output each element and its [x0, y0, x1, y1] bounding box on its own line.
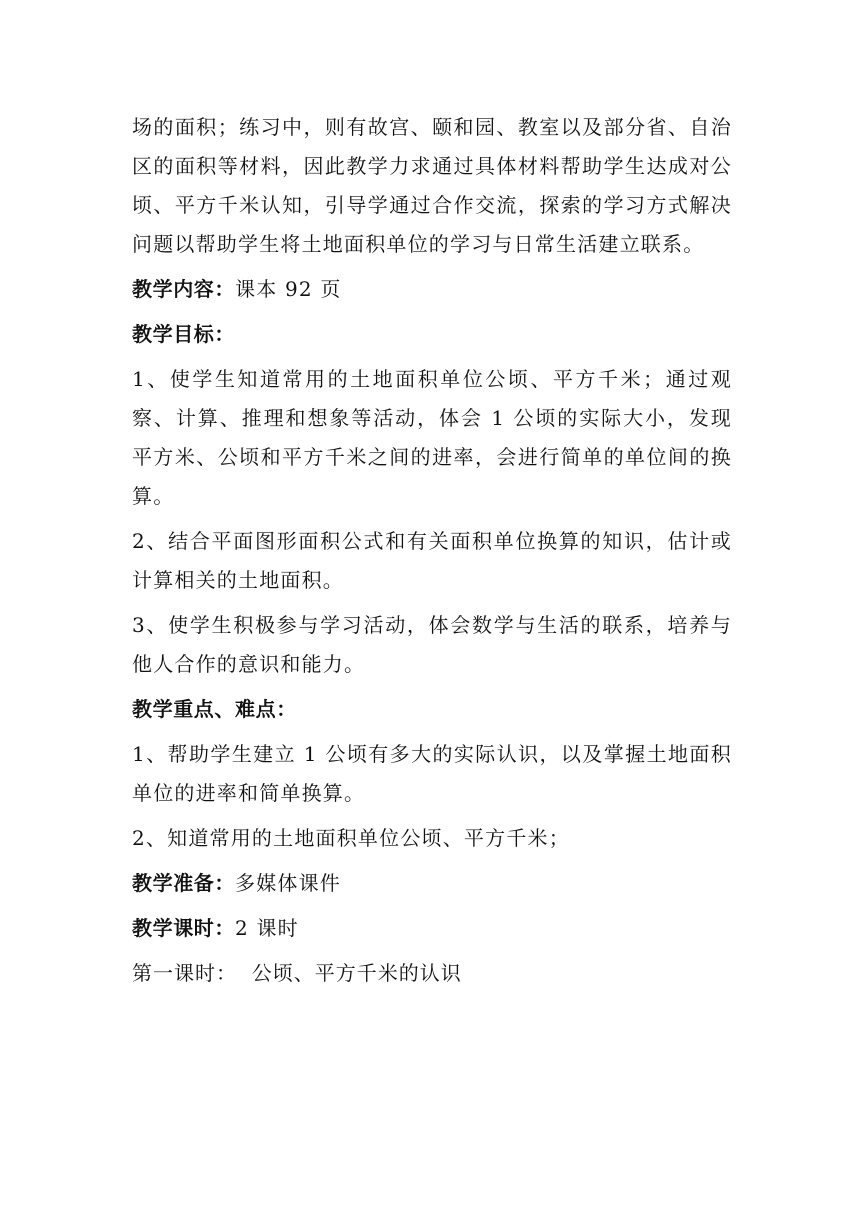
- teaching-preparation-label: 教学准备：: [132, 871, 235, 895]
- teaching-hours-line: [132, 909, 732, 948]
- teaching-hours-value: 2 课时: [235, 916, 299, 940]
- teaching-content-value: 课本 92 页: [235, 277, 342, 301]
- intro-paragraph: 场的面积；练习中，则有故宫、颐和园、教室以及部分省、自治区的面积等材料，因此教学力求通过具体材料帮助学生达成对公顷、平方千米认知，引导学通过合作交流，探索的学习方式解决问题以帮助学生将土地面积单位的学习与日常生活建立联系。: [132, 115, 732, 256]
- teaching-hours-label: 教学课时：: [132, 916, 235, 940]
- key-point-item: 1、帮助学生建立 1 公顷有多大的实际认识，以及掌握土地面积单位的进率和简单换算。: [132, 742, 732, 805]
- key-points-heading: [132, 690, 732, 729]
- document-body: [132, 108, 732, 993]
- teaching-content-line: [132, 270, 732, 309]
- goal-item: 2、结合平面图形面积公式和有关面积单位换算的知识，估计或计算相关的土地面积。: [132, 529, 732, 592]
- teaching-goals-heading: [132, 315, 732, 354]
- goal-item: 3、使学生积极参与学习活动，体会数学与生活的联系，培养与他人合作的意识和能力。: [132, 613, 732, 676]
- first-lesson-line: [132, 954, 732, 993]
- goal-item: 1、使学生知道常用的土地面积单位公顷、平方千米；通过观察、计算、推理和想象等活动，体会 1 公顷的实际大小，发现平方米、公顷和平方千米之间的进率，会进行简单的单位间的换算。: [132, 367, 732, 508]
- key-points-label: 教学重点、难点：: [132, 697, 297, 721]
- teaching-preparation-line: [132, 864, 732, 903]
- teaching-preparation-value: 多媒体课件: [235, 871, 341, 895]
- key-point-item: 2、知道常用的土地面积单位公顷、平方千米；: [132, 826, 570, 850]
- teaching-content-label: 教学内容：: [132, 277, 235, 301]
- first-lesson-title: 公顷、平方千米的认识: [237, 961, 462, 985]
- first-lesson-label: 第一课时：: [132, 961, 237, 985]
- teaching-goals-label: 教学目标：: [132, 322, 235, 346]
